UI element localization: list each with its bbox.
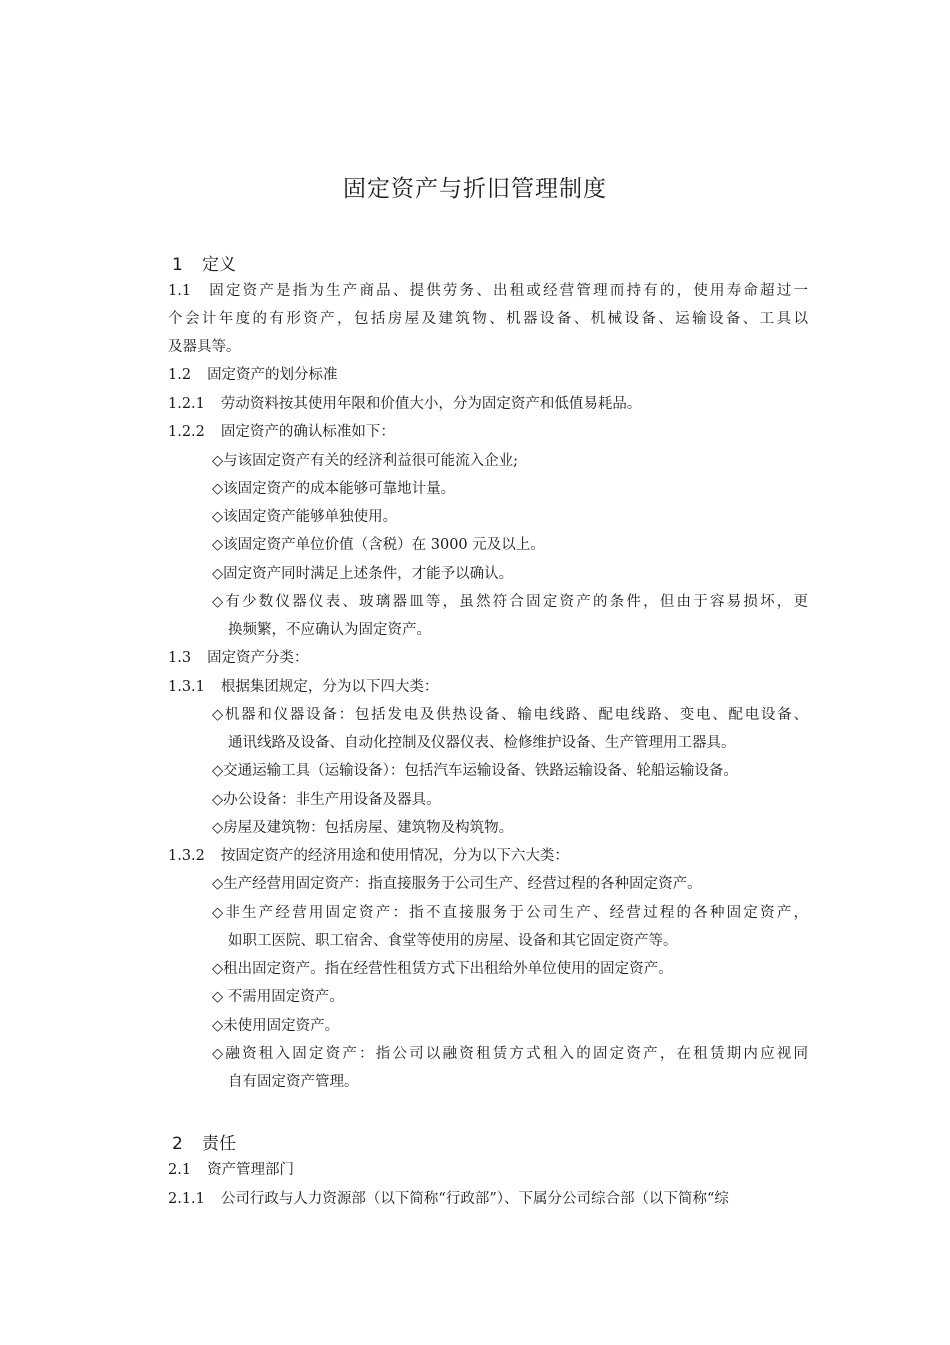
clause-number: 1.3 [168,650,192,666]
bullet-item: ◇租出固定资产。指在经营性租赁方式下出租给外单位使用的固定资产。 [212,961,673,977]
clause-text: 固定资产的划分标准 [207,367,338,383]
clause-text: 固定资产是指为生产商品、提供劳务、出租或经营管理而持有的，使用寿命超过一 [207,283,808,299]
clause-1-2-1 [168,390,808,418]
clause-1-3-2 [168,842,808,870]
bullet-item: ◇融资租入固定资产：指公司以融资租赁方式租入的固定资产，在租赁期内应视同 [212,1046,808,1062]
bullet-item: ◇交通运输工具（运输设备）：包括汽车运输设备、铁路运输设备、轮船运输设备。 [212,763,738,779]
section-title: 定义 [202,255,236,275]
bullet-item: ◇该固定资产的成本能够可靠地计量。 [212,481,456,497]
bullet-item: ◇房屋及建筑物：包括房屋、建筑物及构筑物。 [212,820,514,836]
clause-text: 固定资产的确认标准如下： [220,424,395,440]
bullet-item: ◇与该固定资产有关的经济利益很可能流入企业; [212,453,519,469]
clause-1-3 [168,644,808,672]
paragraph-line: 及器具等。 [168,339,241,355]
clause-number: 1.1 [168,283,192,299]
bullet-continuation: 换频繁，不应确认为固定资产。 [228,622,431,638]
paragraph-line [168,277,808,305]
bullet-continuation: 自有固定资产管理。 [228,1074,359,1090]
clause-number: 2.1.1 [168,1191,205,1207]
bullet-item: ◇该固定资产能够单独使用。 [212,509,398,525]
clause-1-2-2 [168,418,808,446]
bullet-item: ◇ 不需用固定资产。 [212,989,344,1005]
bullet-item: ◇生产经营用固定资产：指直接服务于公司生产、经营过程的各种固定资产。 [212,876,702,892]
clause-text: 按固定资产的经济用途和使用情况，分为以下六大类： [220,848,569,864]
clause-text: 固定资产分类： [207,650,309,666]
clause-1-3-1 [168,673,808,701]
clause-number: 1.3.2 [168,848,205,864]
bullet-continuation: 如职工医院、职工宿舍、食堂等使用的房屋、设备和其它固定资产等。 [228,933,678,949]
clause-2-1-1 [168,1185,808,1213]
bullet-item: ◇未使用固定资产。 [212,1018,340,1034]
section-number: 1 [172,255,183,275]
document-title: 固定资产与折旧管理制度 [343,176,607,202]
clause-1-2 [168,361,808,389]
bullet-item: ◇机器和仪器设备：包括发电及供热设备、输电线路、配电线路、变电、配电设备、 [212,707,808,723]
clause-2-1 [168,1156,808,1184]
bullet-item: ◇非生产经营用固定资产：指不直接服务于公司生产、经营过程的各种固定资产， [212,905,808,921]
clause-number: 1.2.2 [168,424,205,440]
bullet-continuation: 通讯线路及设备、自动化控制及仪器仪表、检修维护设备、生产管理用工器具。 [228,735,736,751]
paragraph-line: 个会计年度的有形资产，包括房屋及建筑物、机器设备、机械设备、运输设备、工具以 [168,311,808,327]
clause-text: 资产管理部门 [207,1162,295,1178]
clause-number: 1.3.1 [168,679,205,695]
bullet-item: ◇该固定资产单位价值（含税）在 3000 元及以上。 [212,537,545,553]
clause-text: 劳动资料按其使用年限和价值大小，分为固定资产和低值易耗品。 [220,396,642,412]
clause-number: 1.2 [168,367,192,383]
bullet-item: ◇有少数仪器仪表、玻璃器皿等，虽然符合固定资产的条件，但由于容易损坏，更 [212,594,808,610]
clause-number: 1.2.1 [168,396,205,412]
clause-number: 2.1 [168,1162,192,1178]
section-heading-1 [172,250,236,275]
section-heading-2 [172,1129,236,1154]
section-number: 2 [172,1134,183,1154]
clause-text: 公司行政与人力资源部（以下简称“行政部”）、下属分公司综合部（以下简称“综 [220,1191,729,1207]
section-title: 责任 [202,1134,236,1154]
clause-text: 根据集团规定，分为以下四大类： [220,679,439,695]
bullet-item: ◇固定资产同时满足上述条件，才能予以确认。 [212,566,514,582]
bullet-item: ◇办公设备：非生产用设备及器具。 [212,792,441,808]
